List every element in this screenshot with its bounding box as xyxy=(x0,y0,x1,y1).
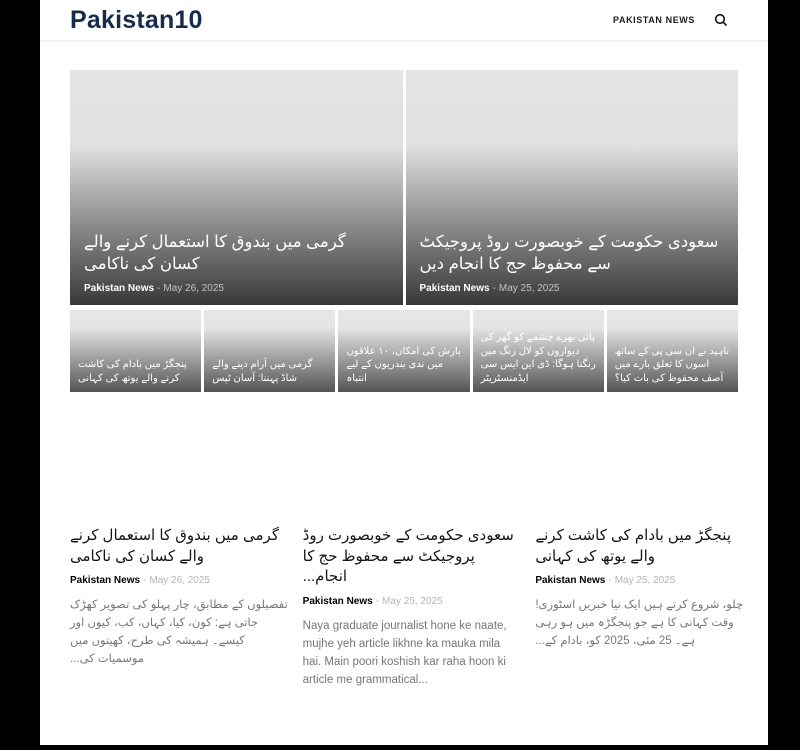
site-logo[interactable]: Pakistan10 xyxy=(70,5,203,34)
hero-article[interactable] xyxy=(406,70,739,305)
article-card-title[interactable]: سعودی حکومت کے خوبصورت روڈ پروجیکٹ سے محفوظ حج کا انجام... xyxy=(302,527,514,586)
article-date: May 25, 2025 xyxy=(498,283,560,294)
article-card-excerpt: چلو، شروع کرتے ہیں ایک نیا خبریں اسٹوری! وقت کہانی کا ہے جو پنجگڑہ میں ہو رہی ہے۔ 25 مئی، 2025 کو، بادام کے... xyxy=(535,599,744,647)
tile-article[interactable] xyxy=(473,310,604,392)
site-header xyxy=(40,0,768,41)
tile-article-title[interactable]: ناہید نے ان سی پی کے ساتھ اسوں کا تعلق بارے میں آصف محفوظ کی بات کیا؟ xyxy=(614,345,730,384)
author-link[interactable]: Pakistan News xyxy=(419,283,490,294)
article-card-title[interactable]: گرمی میں بندوق کا استعمال کرنے والے کسان کی ناکامی xyxy=(70,527,279,565)
tile-article-title[interactable]: پنجگڑ میں بادام کی کاشت کرنے والے یوتھ کی کہانی xyxy=(78,359,187,384)
author-link[interactable]: Pakistan News xyxy=(70,575,141,587)
hero-article-meta xyxy=(420,283,725,294)
nav-item-pakistan-news[interactable]: PAKISTAN NEWS xyxy=(613,15,695,25)
search-button[interactable] xyxy=(712,11,730,29)
hero-article-title[interactable]: گرمی میں بندوق کا استعمال کرنے والے کسان کی ناکامی xyxy=(84,233,346,274)
author-link[interactable]: Pakistan News xyxy=(84,283,155,294)
article-card-excerpt: Naya graduate journalist hone ke naate, mujhe yeh article likhne ka mauka mila hai. Main poori koshish kar raha hoon ki article me grammatical... xyxy=(302,620,507,686)
article-date: May 26, 2025 xyxy=(149,575,210,587)
page-container xyxy=(40,0,768,745)
author-link[interactable]: Pakistan News xyxy=(535,575,606,587)
meta-separator: - xyxy=(608,575,612,587)
search-icon xyxy=(714,13,728,27)
hero-article-text xyxy=(70,232,403,305)
article-card-list xyxy=(70,526,754,689)
tile-row xyxy=(70,310,738,392)
hero-section xyxy=(70,70,738,305)
header-nav xyxy=(613,11,730,29)
meta-separator: - xyxy=(375,596,380,608)
author-link[interactable]: Pakistan News xyxy=(302,596,373,608)
meta-separator: - xyxy=(143,575,147,587)
article-date: May 25, 2025 xyxy=(614,575,676,587)
article-card-excerpt: تفصیلوں کے مطابق، چار پہلو کی تصویر کھڑک جاتی ہے: کون، کیا، کہاں، کب، کیوں اور کیسے۔ ہمیشہ کی طرح، کھیتوں میں موسمیات کی... xyxy=(70,599,288,665)
article-card xyxy=(70,526,289,689)
tile-article-title[interactable]: پانی بھرے چشمے کو گھر کی دیواروں کو لال رنگ میں رنگنا ہوگا: ڈی این ایس سی ایڈمنسٹریٹر xyxy=(480,332,596,384)
hero-article-title[interactable]: سعودی حکومت کے خوبصورت روڈ پروجیکٹ سے محفوظ حج کا انجام دیں xyxy=(419,233,719,274)
meta-separator: - xyxy=(157,283,161,294)
article-card-meta xyxy=(303,596,522,607)
tile-article[interactable] xyxy=(70,310,201,392)
article-date: May 25, 2025 xyxy=(382,596,443,608)
article-card xyxy=(303,526,522,689)
tile-article[interactable] xyxy=(607,310,738,392)
meta-separator: - xyxy=(492,283,496,294)
article-date: May 26, 2025 xyxy=(163,283,224,294)
hero-article[interactable] xyxy=(70,70,403,305)
article-card-title[interactable]: پنجگڑ میں بادام کی کاشت کرنے والے یوتھ کی کہانی xyxy=(535,527,732,565)
whitespace-spacer xyxy=(40,392,768,526)
article-card-meta xyxy=(535,575,754,586)
article-card xyxy=(535,526,754,689)
tile-article-title[interactable]: بارش کی امکان، ۱۰ علاقوں میں ندی بندریوں کے لیے انتباہ xyxy=(346,345,461,384)
tile-article[interactable] xyxy=(338,310,469,392)
hero-article-text xyxy=(406,232,739,305)
tile-article-title[interactable]: گرمی میں آرام دینے والے شاڈ پہننا: آسان ٹپس xyxy=(212,359,313,384)
hero-article-meta xyxy=(84,283,389,294)
article-card-meta xyxy=(70,575,289,586)
tile-article[interactable] xyxy=(204,310,335,392)
